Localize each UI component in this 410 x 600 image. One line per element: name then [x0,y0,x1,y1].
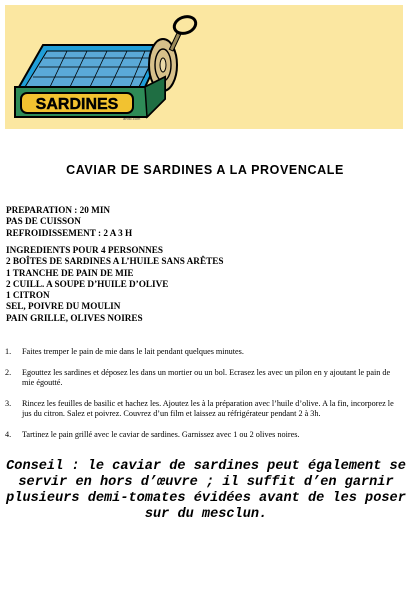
timing-preparation: PREPARATION : 20 MIN [6,205,111,215]
step-number: 1. [5,347,12,356]
timings-block [6,205,132,239]
step-text: Faites tremper le pain de mie dans le lait pendant quelques minutes. [22,347,244,356]
recipe-title: CAVIAR DE SARDINES A LA PROVENCALE [66,163,344,177]
tin-key [169,14,198,51]
preparation-steps [5,347,403,451]
ingredients-block [6,245,223,324]
step-item [5,399,403,420]
ingredients-heading: INGREDIENTS POUR 4 PERSONNES [6,245,163,255]
sardines-grid [25,51,157,87]
banner-credit: artist.com [123,116,141,121]
step-item [5,430,403,441]
step-number: 3. [5,398,12,408]
step-number: 4. [5,429,12,439]
ingredient-item: PAIN GRILLE, OLIVES NOIRES [6,312,143,323]
ingredient-item: 2 BOÎTES DE SARDINES A L’HUILE SANS ARÊTES [6,256,224,267]
step-text: Egouttez les sardines et déposez les dans un mortier ou un bol. Ecrasez les avec un pilon en y ajoutant le pain de mie égoutté. [22,367,391,388]
ingredient-item: SEL, POIVRE DU MOULIN [6,301,121,312]
ingredient-item: 2 CUILL. A SOUPE D’HUILE D’OLIVE [6,278,169,289]
timing-cooking: PAS DE CUISSON [6,216,81,227]
step-number: 2. [5,367,12,377]
ingredient-item: 1 TRANCHE DE PAIN DE MIE [6,267,134,278]
ingredient-item: 1 CITRON [6,290,50,301]
step-text: Tartinez le pain grillé avec le caviar de sardines. Garnissez avec 1 ou 2 olives noires. [22,429,300,439]
sardine-tin-illustration [5,5,403,129]
sardines-banner [5,5,403,129]
step-item [5,368,403,389]
serving-tip: Conseil : le caviar de sardines peut également se servir en hors d’œuvre ; il suffit d’en garnir plusieurs demi-tomates évidées avant de les poser sur du mesclun. [6,459,406,522]
sardines-label-text: SARDINES [35,96,119,113]
step-text: Rincez les feuilles de basilic et hachez les. Ajoutez les à la préparation avec l’huile d’olive. A la fin, incorporez le jus du citron. Salez et poivrez. Couvrez d’un film et laissez au réfrigérateur pendant 2 à 3h. [22,398,394,419]
timing-cooling: REFROIDISSEMENT : 2 A 3 H [6,227,133,238]
step-item [5,347,403,358]
